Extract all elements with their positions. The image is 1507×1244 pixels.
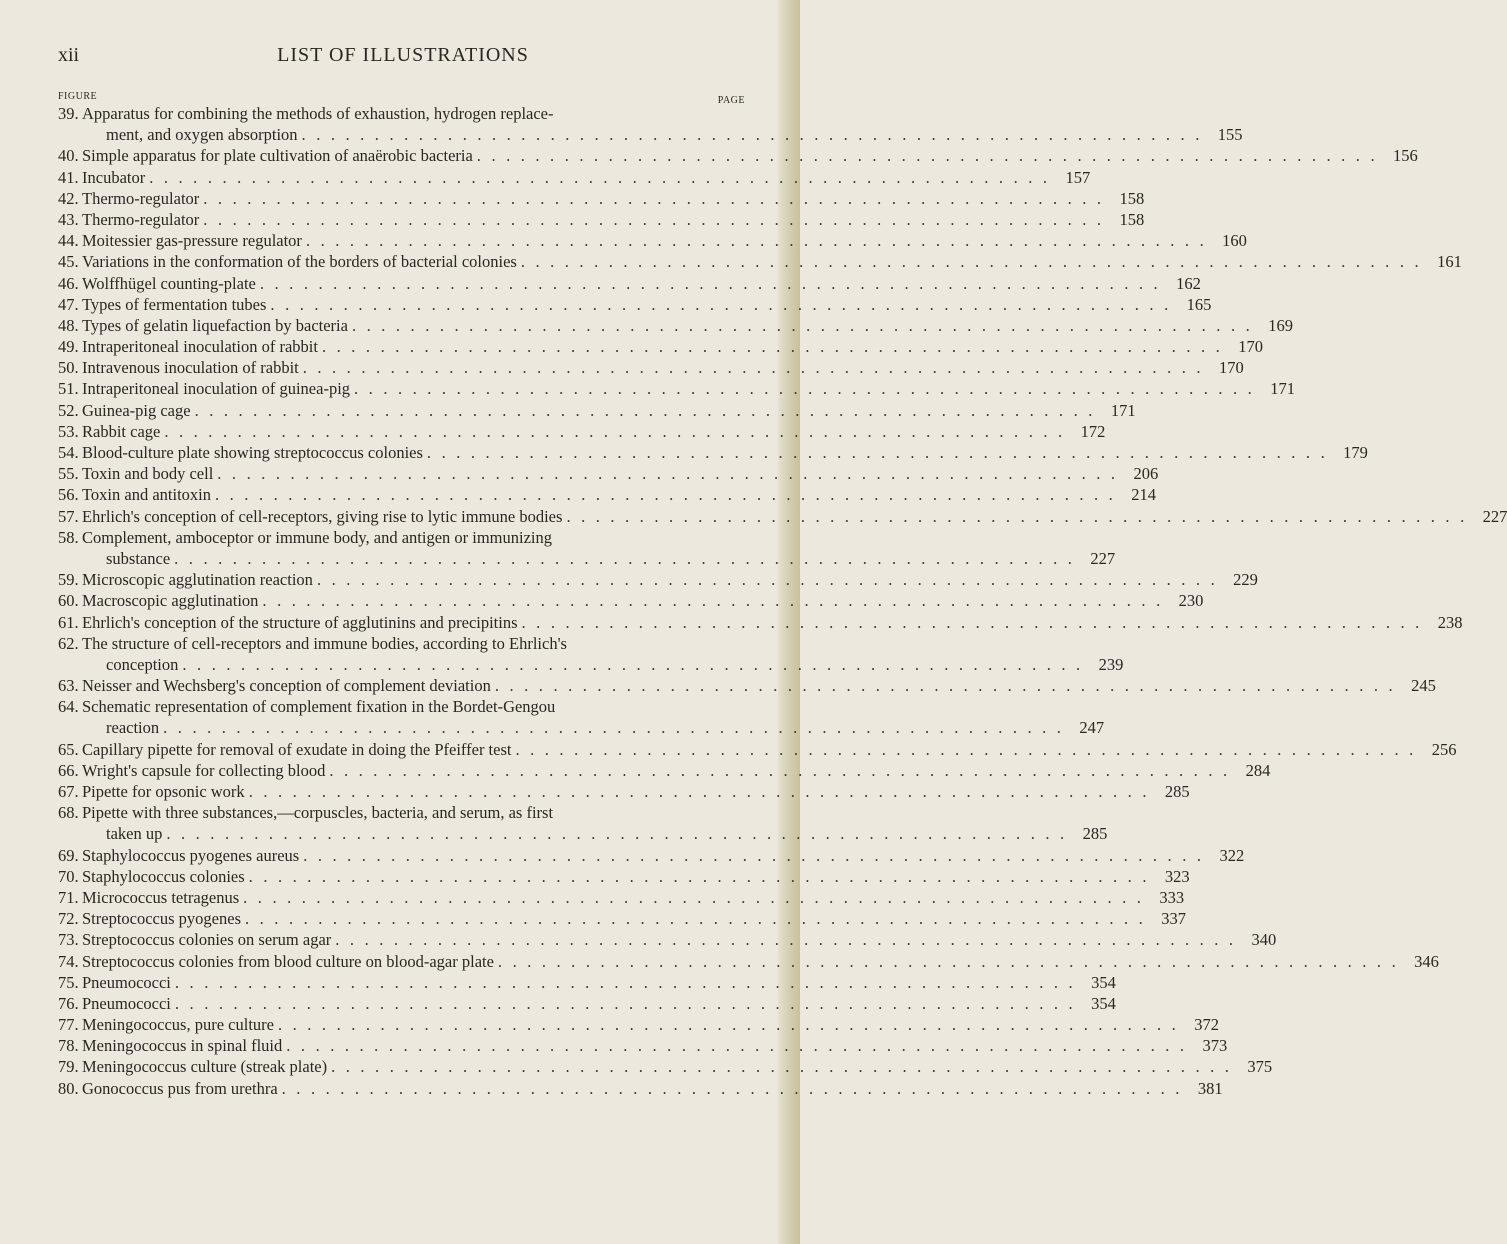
figure-title: Guinea-pig cage bbox=[82, 400, 191, 420]
dot-leader: . . . . . . . . . . . . . . . . . . . . . . . . . . . . . . . . . . . . . . . . . . . . . . . . . . . . . . . . . . . . . . bbox=[248, 782, 1150, 801]
figure-title: Toxin and antitoxin bbox=[82, 485, 211, 505]
page-reference: 170 bbox=[1238, 337, 1263, 357]
list-item bbox=[58, 993, 1116, 1014]
page-reference: 256 bbox=[1431, 739, 1457, 759]
list-item bbox=[58, 167, 1091, 188]
dot-leader: . . . . . . . . . . . . . . . . . . . . . . . . . . . . . . . . . . . . . . . . . . . . . . . . . . . . . . . . . . . . . . bbox=[182, 654, 1084, 674]
dot-leader: . . . . . . . . . . . . . . . . . . . . . . . . . . . . . . . . . . . . . . . . . . . . . . . . . . . . . . . . . . . . . . bbox=[426, 443, 1328, 462]
page-reference: 227 bbox=[1482, 506, 1507, 526]
figure-title: Intraperitoneal inoculation of guinea-pig bbox=[82, 379, 351, 399]
figure-column-label: FIGURE bbox=[58, 91, 98, 102]
figure-title: Variations in the conformation of the borders of bacterial colonies bbox=[82, 252, 517, 272]
list-item bbox=[58, 887, 1185, 908]
figure-number: 62. bbox=[58, 633, 79, 653]
dot-leader: . . . . . . . . . . . . . . . . . . . . . . . . . . . . . . . . . . . . . . . . . . . . . . . . . . . . . . . . . . . . . . bbox=[321, 337, 1223, 357]
figure-number: 65. bbox=[58, 739, 79, 759]
figure-title: Toxin and body cell bbox=[82, 464, 214, 484]
figure-title: Gonococcus pus from urethra bbox=[82, 1078, 278, 1098]
dot-leader: . . . . . . . . . . . . . . . . . . . . . . . . . . . . . . . . . . . . . . . . . . . . . . . . . . . . . . . . . . . . . . bbox=[305, 231, 1207, 251]
dot-leader: . . . . . . . . . . . . . . . . . . . . . . . . . . . . . . . . . . . . . . . . . . . . . . . . . . . . . . . . . . . . . . bbox=[301, 125, 1203, 145]
figure-title: Pipette with three substances,—corpuscles, bacteria, and serum, as first bbox=[82, 803, 554, 823]
dot-leader: . . . . . . . . . . . . . . . . . . . . . . . . . . . . . . . . . . . . . . . . . . . . . . . . . . . . . . . . . . . . . . bbox=[262, 591, 1164, 611]
page-reference: 162 bbox=[1176, 273, 1201, 293]
figure-number: 44. bbox=[58, 231, 79, 251]
figure-title: taken up bbox=[106, 824, 163, 844]
figure-title: Streptococcus colonies on serum agar bbox=[82, 930, 332, 950]
list-item bbox=[58, 739, 1457, 760]
list-item bbox=[58, 1014, 1219, 1035]
dot-leader: . . . . . . . . . . . . . . . . . . . . . . . . . . . . . . . . . . . . . . . . . . . . . . . . . . . . . . . . . . . . . . bbox=[316, 570, 1218, 590]
figure-number: 56. bbox=[58, 485, 79, 505]
figure-number: 59. bbox=[58, 570, 79, 590]
figure-title: Micrococcus tetragenus bbox=[82, 887, 240, 907]
figure-number: 64. bbox=[58, 697, 79, 717]
page-reference: 323 bbox=[1164, 866, 1190, 886]
dot-leader: . . . . . . . . . . . . . . . . . . . . . . . . . . . . . . . . . . . . . . . . . . . . . . . . . . . . . . . . . . . . . . bbox=[164, 421, 1066, 441]
figure-title: Blood-culture plate showing streptococcus colonies bbox=[82, 443, 423, 462]
page-reference: 157 bbox=[1065, 167, 1091, 187]
list-item bbox=[58, 294, 1212, 315]
list-item bbox=[58, 527, 1116, 569]
dot-leader: . . . . . . . . . . . . . . . . . . . . . . . . . . . . . . . . . . . . . . . . . . . . . . . . . . . . . . . . . . . . . . bbox=[302, 358, 1204, 378]
figure-number: 71. bbox=[58, 887, 79, 907]
list-item bbox=[58, 251, 1462, 272]
figure-title: Types of gelatin liquefaction by bacteria bbox=[82, 315, 348, 335]
figure-number: 73. bbox=[58, 930, 79, 950]
figure-number: 58. bbox=[58, 527, 79, 547]
figure-title: Wright's capsule for collecting blood bbox=[82, 760, 326, 780]
list-item bbox=[58, 103, 1243, 145]
figure-title: Streptococcus colonies from blood culture on blood-agar plate bbox=[82, 951, 494, 971]
figure-title: Streptococcus pyogenes bbox=[82, 909, 241, 929]
list-item bbox=[58, 145, 1418, 166]
figure-number: 67. bbox=[58, 782, 79, 801]
figure-title: Moitessier gas-pressure regulator bbox=[82, 231, 302, 251]
figure-number: 41. bbox=[58, 167, 79, 187]
figure-title: Rabbit cage bbox=[82, 421, 161, 441]
figure-title: ment, and oxygen absorption bbox=[106, 125, 298, 145]
figure-title: Meningococcus culture (streak plate) bbox=[82, 1057, 328, 1077]
figure-title: Meningococcus in spinal fluid bbox=[82, 1036, 283, 1056]
page-reference: 372 bbox=[1194, 1015, 1219, 1035]
list-item bbox=[58, 357, 1244, 378]
dot-leader: . . . . . . . . . . . . . . . . . . . . . . . . . . . . . . . . . . . . . . . . . . . . . . . . . . . . . . . . . . . . . . bbox=[520, 252, 1422, 272]
figure-title: conception bbox=[106, 654, 179, 674]
figure-number: 61. bbox=[58, 612, 79, 632]
page-reference: 214 bbox=[1131, 485, 1156, 505]
dot-leader: . . . . . . . . . . . . . . . . . . . . . . . . . . . . . . . . . . . . . . . . . . . . . . . . . . . . . . . . . . . . . . bbox=[217, 464, 1119, 484]
list-item bbox=[58, 696, 1105, 738]
dot-leader: . . . . . . . . . . . . . . . . . . . . . . . . . . . . . . . . . . . . . . . . . . . . . . . . . . . . . . . . . . . . . . bbox=[354, 379, 1256, 399]
list-item bbox=[58, 1035, 1228, 1056]
figure-title: Simple apparatus for plate cultivation of anaërobic bacteria bbox=[82, 146, 473, 166]
figure-number: 79. bbox=[58, 1057, 79, 1077]
figure-title: Microscopic agglutination reaction bbox=[82, 570, 313, 590]
page-number: xii bbox=[58, 44, 80, 66]
figure-number: 77. bbox=[58, 1015, 79, 1035]
figure-title: Schematic representation of complement fixation in the Bordet-Gengou bbox=[82, 697, 556, 717]
figure-title: Capillary pipette for removal of exudate in doing the Pfeiffer test bbox=[82, 739, 512, 759]
dot-leader: . . . . . . . . . . . . . . . . . . . . . . . . . . . . . . . . . . . . . . . . . . . . . . . . . . . . . . . . . . . . . . bbox=[329, 760, 1231, 780]
figure-title: The structure of cell-receptors and immune bodies, according to Ehrlich's bbox=[82, 633, 567, 653]
figure-number: 60. bbox=[58, 591, 79, 611]
page-reference: 238 bbox=[1437, 612, 1463, 632]
dot-leader: . . . . . . . . . . . . . . . . . . . . . . . . . . . . . . . . . . . . . . . . . . . . . . . . . . . . . . . . . . . . . . bbox=[174, 993, 1076, 1013]
dot-leader: . . . . . . . . . . . . . . . . . . . . . . . . . . . . . . . . . . . . . . . . . . . . . . . . . . . . . . . . . . . . . . bbox=[174, 972, 1076, 992]
page-reference: 354 bbox=[1091, 993, 1116, 1013]
page-reference: 171 bbox=[1270, 379, 1296, 399]
list-item bbox=[58, 1056, 1273, 1077]
list-item bbox=[58, 188, 1145, 209]
page-reference: 160 bbox=[1222, 231, 1247, 251]
dot-leader: . . . . . . . . . . . . . . . . . . . . . . . . . . . . . . . . . . . . . . . . . . . . . . . . . . . . . . . . . . . . . . bbox=[270, 294, 1172, 314]
page-reference: 247 bbox=[1079, 718, 1105, 738]
figure-title: Meningococcus, pure culture bbox=[82, 1015, 274, 1035]
list-item bbox=[58, 209, 1145, 230]
figure-number: 39. bbox=[58, 104, 79, 123]
page-reference: 158 bbox=[1119, 188, 1145, 208]
page-reference: 354 bbox=[1091, 972, 1116, 992]
figure-title: Pneumococci bbox=[82, 972, 171, 992]
figure-number: 66. bbox=[58, 760, 79, 780]
figure-title: substance bbox=[106, 548, 171, 568]
list-item bbox=[58, 760, 1271, 781]
illustrations-list bbox=[58, 103, 1507, 1099]
page-reference: 171 bbox=[1110, 400, 1136, 420]
list-item bbox=[58, 908, 1186, 929]
figure-number: 40. bbox=[58, 146, 79, 166]
list-item bbox=[58, 802, 1108, 844]
figure-number: 47. bbox=[58, 294, 79, 314]
dot-leader: . . . . . . . . . . . . . . . . . . . . . . . . . . . . . . . . . . . . . . . . . . . . . . . . . . . . . . . . . . . . . . bbox=[335, 930, 1237, 950]
page-reference: 285 bbox=[1082, 824, 1108, 844]
list-item bbox=[58, 484, 1156, 505]
figure-number: 46. bbox=[58, 273, 79, 293]
dot-leader: . . . . . . . . . . . . . . . . . . . . . . . . . . . . . . . . . . . . . . . . . . . . . . . . . . . . . . . . . . . . . . bbox=[248, 866, 1150, 886]
page-header bbox=[58, 44, 748, 74]
figure-number: 53. bbox=[58, 421, 79, 441]
page-reference: 337 bbox=[1161, 909, 1186, 929]
page-reference: 284 bbox=[1245, 760, 1271, 780]
dot-leader: . . . . . . . . . . . . . . . . . . . . . . . . . . . . . . . . . . . . . . . . . . . . . . . . . . . . . . . . . . . . . . bbox=[494, 676, 1396, 696]
list-item bbox=[58, 590, 1204, 611]
page-reference: 165 bbox=[1186, 294, 1212, 314]
page-reference: 373 bbox=[1202, 1036, 1228, 1056]
dot-leader: . . . . . . . . . . . . . . . . . . . . . . . . . . . . . . . . . . . . . . . . . . . . . . . . . . . . . . . . . . . . . . bbox=[194, 400, 1096, 420]
page-reference: 227 bbox=[1090, 548, 1116, 568]
figure-title: Intraperitoneal inoculation of rabbit bbox=[82, 337, 318, 357]
page-reference: 333 bbox=[1159, 887, 1185, 907]
figure-number: 48. bbox=[58, 315, 79, 335]
dot-leader: . . . . . . . . . . . . . . . . . . . . . . . . . . . . . . . . . . . . . . . . . . . . . . . . . . . . . . . . . . . . . . bbox=[515, 739, 1417, 759]
dot-leader: . . . . . . . . . . . . . . . . . . . . . . . . . . . . . . . . . . . . . . . . . . . . . . . . . . . . . . . . . . . . . . bbox=[497, 951, 1399, 971]
list-item bbox=[58, 845, 1245, 866]
dot-leader: . . . . . . . . . . . . . . . . . . . . . . . . . . . . . . . . . . . . . . . . . . . . . . . . . . . . . . . . . . . . . . bbox=[331, 1057, 1233, 1077]
dot-leader: . . . . . . . . . . . . . . . . . . . . . . . . . . . . . . . . . . . . . . . . . . . . . . . . . . . . . . . . . . . . . . bbox=[163, 718, 1065, 738]
page-reference: 245 bbox=[1411, 676, 1436, 696]
figure-number: 50. bbox=[58, 358, 79, 378]
figure-title: Pipette for opsonic work bbox=[82, 782, 245, 801]
figure-number: 75. bbox=[58, 972, 79, 992]
list-item bbox=[58, 675, 1436, 696]
dot-leader: . . . . . . . . . . . . . . . . . . . . . . . . . . . . . . . . . . . . . . . . . . . . . . . . . . . . . . . . . . . . . . bbox=[281, 1078, 1183, 1098]
page-reference: 156 bbox=[1393, 146, 1418, 166]
page-reference: 375 bbox=[1247, 1057, 1273, 1077]
figure-title: Staphylococcus pyogenes aureus bbox=[82, 845, 300, 865]
dot-leader: . . . . . . . . . . . . . . . . . . . . . . . . . . . . . . . . . . . . . . . . . . . . . . . . . . . . . . . . . . . . . . bbox=[351, 315, 1253, 335]
figure-title: reaction bbox=[106, 718, 160, 738]
page-reference: 161 bbox=[1437, 252, 1462, 272]
figure-number: 80. bbox=[58, 1078, 79, 1098]
dot-leader: . . . . . . . . . . . . . . . . . . . . . . . . . . . . . . . . . . . . . . . . . . . . . . . . . . . . . . . . . . . . . . bbox=[203, 209, 1105, 229]
list-item bbox=[58, 421, 1106, 442]
figure-title: Ehrlich's conception of cell-receptors, giving rise to lytic immune bodies bbox=[82, 506, 563, 526]
page-column-label: PAGE bbox=[717, 95, 745, 106]
figure-number: 51. bbox=[58, 379, 79, 399]
list-item bbox=[58, 929, 1277, 950]
page-reference: 381 bbox=[1197, 1078, 1223, 1098]
dot-leader: . . . . . . . . . . . . . . . . . . . . . . . . . . . . . . . . . . . . . . . . . . . . . . . . . . . . . . . . . . . . . . bbox=[243, 887, 1145, 907]
figure-number: 55. bbox=[58, 464, 79, 484]
dot-leader: . . . . . . . . . . . . . . . . . . . . . . . . . . . . . . . . . . . . . . . . . . . . . . . . . . . . . . . . . . . . . . bbox=[259, 273, 1161, 293]
list-item bbox=[58, 336, 1263, 357]
figure-number: 42. bbox=[58, 188, 79, 208]
page-reference: 322 bbox=[1219, 845, 1245, 865]
dot-leader: . . . . . . . . . . . . . . . . . . . . . . . . . . . . . . . . . . . . . . . . . . . . . . . . . . . . . . . . . . . . . . bbox=[303, 845, 1205, 865]
dot-leader: . . . . . . . . . . . . . . . . . . . . . . . . . . . . . . . . . . . . . . . . . . . . . . . . . . . . . . . . . . . . . . bbox=[203, 188, 1105, 208]
list-item bbox=[58, 400, 1136, 421]
figure-number: 78. bbox=[58, 1036, 79, 1056]
figure-title: Types of fermentation tubes bbox=[82, 294, 267, 314]
list-item bbox=[58, 569, 1258, 590]
figure-number: 57. bbox=[58, 506, 79, 526]
page-reference: 170 bbox=[1218, 358, 1244, 378]
page-reference: 172 bbox=[1080, 421, 1106, 441]
figure-title: Incubator bbox=[82, 167, 146, 187]
figure-number: 43. bbox=[58, 209, 79, 229]
figure-number: 68. bbox=[58, 803, 79, 823]
page-reference: 340 bbox=[1251, 930, 1277, 950]
page-reference: 239 bbox=[1098, 654, 1124, 674]
figure-title: Wolffhügel counting-plate bbox=[82, 273, 256, 293]
figure-title: Thermo-regulator bbox=[82, 209, 200, 229]
page-reference: 169 bbox=[1268, 315, 1293, 335]
page-reference: 179 bbox=[1343, 443, 1368, 462]
figure-number: 52. bbox=[58, 400, 79, 420]
list-item bbox=[58, 378, 1296, 399]
page-reference: 285 bbox=[1164, 782, 1190, 801]
figure-number: 72. bbox=[58, 909, 79, 929]
page-reference: 229 bbox=[1233, 570, 1258, 590]
dot-leader: . . . . . . . . . . . . . . . . . . . . . . . . . . . . . . . . . . . . . . . . . . . . . . . . . . . . . . . . . . . . . . bbox=[166, 824, 1068, 844]
figure-number: 74. bbox=[58, 951, 79, 971]
figure-title: Pneumococci bbox=[82, 993, 171, 1013]
list-item bbox=[58, 612, 1463, 633]
page-reference: 158 bbox=[1119, 209, 1145, 229]
figure-number: 63. bbox=[58, 676, 79, 696]
list-item bbox=[58, 506, 1507, 527]
dot-leader: . . . . . . . . . . . . . . . . . . . . . . . . . . . . . . . . . . . . . . . . . . . . . . . . . . . . . . . . . . . . . . bbox=[149, 167, 1051, 187]
figure-title: Ehrlich's conception of the structure of agglutinins and precipitins bbox=[82, 612, 518, 632]
list-item bbox=[58, 463, 1159, 484]
page-reference: 230 bbox=[1178, 591, 1204, 611]
page-reference: 346 bbox=[1414, 951, 1439, 971]
dot-leader: . . . . . . . . . . . . . . . . . . . . . . . . . . . . . . . . . . . . . . . . . . . . . . . . . . . . . . . . . . . . . . bbox=[245, 909, 1146, 929]
dot-leader: . . . . . . . . . . . . . . . . . . . . . . . . . . . . . . . . . . . . . . . . . . . . . . . . . . . . . . . . . . . . . . bbox=[476, 146, 1378, 166]
figure-title: Apparatus for combining the methods of exhaustion, hydrogen replace- bbox=[82, 104, 554, 123]
list-item bbox=[58, 1078, 1223, 1099]
figure-number: 49. bbox=[58, 337, 79, 357]
list-item bbox=[58, 781, 1190, 802]
list-item bbox=[58, 972, 1116, 993]
figure-title: Thermo-regulator bbox=[82, 188, 200, 208]
list-item bbox=[58, 633, 1124, 675]
list-item bbox=[58, 315, 1293, 336]
list-item bbox=[58, 273, 1201, 294]
figure-title: Intravenous inoculation of rabbit bbox=[82, 358, 299, 378]
dot-leader: . . . . . . . . . . . . . . . . . . . . . . . . . . . . . . . . . . . . . . . . . . . . . . . . . . . . . . . . . . . . . . bbox=[566, 506, 1468, 526]
figure-number: 54. bbox=[58, 443, 79, 462]
figure-number: 69. bbox=[58, 845, 79, 865]
figure-number: 45. bbox=[58, 252, 79, 272]
figure-title: Macroscopic agglutination bbox=[82, 591, 259, 611]
list-item bbox=[58, 230, 1247, 251]
figure-title: Neisser and Wechsberg's conception of complement deviation bbox=[82, 676, 491, 696]
dot-leader: . . . . . . . . . . . . . . . . . . . . . . . . . . . . . . . . . . . . . . . . . . . . . . . . . . . . . . . . . . . . . . bbox=[277, 1015, 1179, 1035]
dot-leader: . . . . . . . . . . . . . . . . . . . . . . . . . . . . . . . . . . . . . . . . . . . . . . . . . . . . . . . . . . . . . . bbox=[286, 1036, 1188, 1056]
figure-title: Complement, amboceptor or immune body, and antigen or immunizing bbox=[82, 527, 553, 547]
dot-leader: . . . . . . . . . . . . . . . . . . . . . . . . . . . . . . . . . . . . . . . . . . . . . . . . . . . . . . . . . . . . . . bbox=[174, 548, 1076, 568]
page-reference: 206 bbox=[1133, 464, 1159, 484]
dot-leader: . . . . . . . . . . . . . . . . . . . . . . . . . . . . . . . . . . . . . . . . . . . . . . . . . . . . . . . . . . . . . . bbox=[215, 485, 1116, 505]
list-item bbox=[58, 866, 1190, 887]
page-reference: 155 bbox=[1217, 125, 1243, 145]
figure-number: 70. bbox=[58, 866, 79, 886]
figure-title: Staphylococcus colonies bbox=[82, 866, 245, 886]
running-title: LIST OF ILLUSTRATIONS bbox=[277, 44, 529, 66]
figure-number: 76. bbox=[58, 993, 79, 1013]
dot-leader: . . . . . . . . . . . . . . . . . . . . . . . . . . . . . . . . . . . . . . . . . . . . . . . . . . . . . . . . . . . . . . bbox=[521, 612, 1423, 632]
list-item bbox=[58, 951, 1439, 972]
list-item bbox=[58, 442, 1368, 463]
